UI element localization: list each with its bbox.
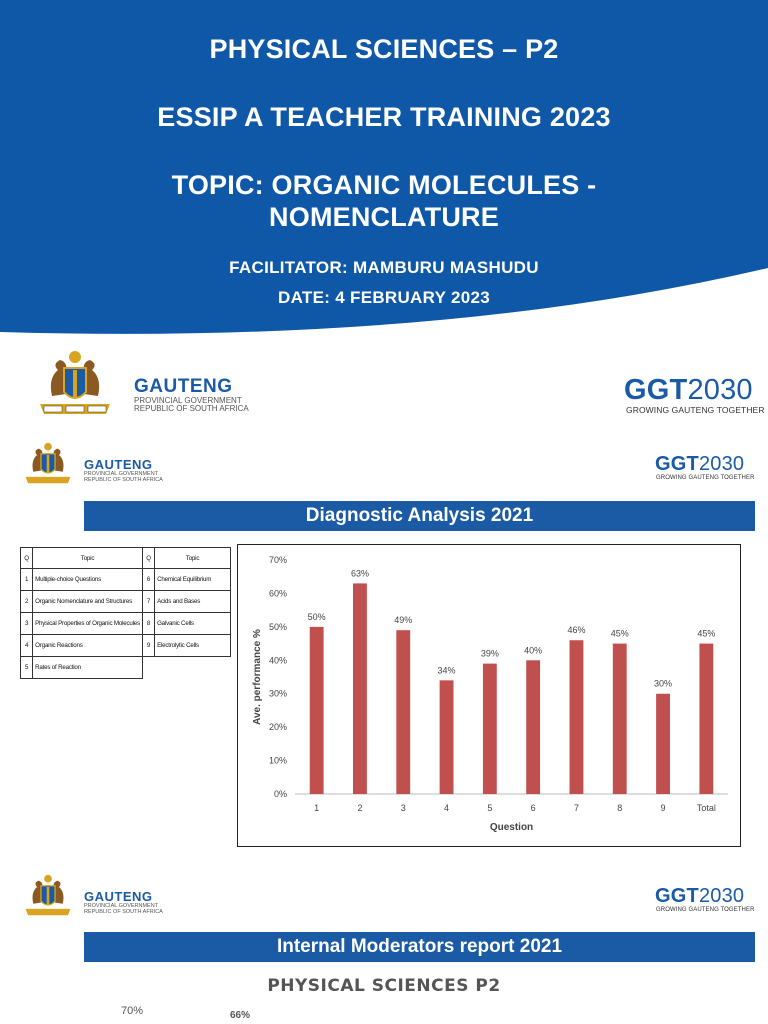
data-label: 49%: [394, 615, 413, 626]
table-cell-empty: [155, 657, 231, 679]
data-label: 40%: [524, 645, 543, 656]
x-tick-label: Total: [696, 803, 716, 813]
ggt-year: 2030: [698, 885, 745, 907]
table-cell: 4: [21, 635, 33, 657]
x-axis-title: Question: [489, 822, 534, 833]
gauteng-subtitle: [134, 397, 249, 414]
table-cell: Multiple-choice Questions: [33, 569, 143, 591]
table-cell: 3: [21, 613, 33, 635]
data-label: 50%: [307, 611, 326, 622]
ggt-tagline: GROWING GAUTENG TOGETHER: [656, 907, 755, 913]
x-tick-label: 6: [530, 803, 536, 813]
data-label: 39%: [480, 648, 499, 659]
ps-first-data-label: 66%: [230, 1010, 251, 1021]
y-tick-label: 50%: [268, 621, 287, 632]
table-header-row: [21, 548, 231, 569]
data-label: 46%: [567, 625, 586, 636]
y-axis-title: Ave. performance %: [252, 629, 263, 725]
col-header-q: Q: [21, 548, 33, 569]
y-tick-label: 30%: [268, 688, 287, 699]
table-cell: 1: [21, 569, 33, 591]
y-tick-label: 40%: [268, 655, 287, 666]
table-cell: Organic Nomenclature and Structures: [33, 591, 143, 613]
y-tick-label: 70%: [268, 555, 287, 565]
bar: [699, 644, 713, 794]
bar: [570, 640, 584, 794]
x-tick-label: 3: [400, 803, 406, 813]
moderators-report-banner: Internal Moderators report 2021: [84, 932, 755, 962]
data-label: 30%: [654, 678, 673, 689]
y-tick-label: 10%: [268, 755, 287, 766]
coat-of-arms-icon: [14, 440, 82, 488]
bar: [613, 644, 627, 794]
bar: [526, 660, 540, 794]
y-tick-label: 20%: [268, 722, 287, 733]
slide-title: PHYSICAL SCIENCES – P2: [209, 34, 559, 64]
ggt-prefix: GGT: [655, 453, 699, 475]
date-line: DATE: 4 FEBRUARY 2023: [278, 288, 490, 307]
table-cell: 8: [142, 613, 154, 635]
table-cell-empty: [142, 657, 154, 679]
table-cell: Galvanic Cells: [155, 613, 231, 635]
x-tick-label: 2: [357, 803, 363, 813]
gauteng-sub-line-2: REPUBLIC OF SOUTH AFRICA: [84, 476, 163, 483]
ggt2030-logo: [655, 885, 744, 908]
bar: [396, 630, 410, 794]
table-cell: Rates of Reaction: [33, 657, 143, 679]
x-tick-label: 7: [573, 803, 579, 813]
bar-chart-svg: [238, 545, 740, 846]
table-cell: Acids and Bases: [155, 591, 231, 613]
x-tick-label: 1: [314, 803, 320, 813]
ggt-year: 2030: [687, 374, 753, 406]
gauteng-sub-line-2: REPUBLIC OF SOUTH AFRICA: [134, 404, 249, 414]
x-tick-label: 4: [444, 803, 450, 813]
y-tick-label: 0%: [273, 789, 287, 799]
table-cell: Physical Properties of Organic Molecules: [33, 613, 143, 635]
bar: [483, 664, 497, 794]
coat-of-arms-icon: [22, 348, 128, 420]
bar: [310, 627, 324, 794]
table-cell: 7: [142, 591, 154, 613]
gauteng-sub-line-1: PROVINCIAL GOVERNMENT: [84, 903, 159, 909]
gauteng-wordmark: GAUTENG: [84, 457, 153, 472]
topic-line-1: TOPIC: ORGANIC MOLECULES -: [171, 170, 597, 200]
bar: [656, 694, 670, 794]
table-cell: Electrolytic Cells: [155, 635, 231, 657]
table-cell: Chemical Equilibrium: [155, 569, 231, 591]
coat-of-arms-icon: [14, 872, 82, 920]
col-header-q: Q: [142, 548, 154, 569]
diagnostic-analysis-banner: Diagnostic Analysis 2021: [84, 501, 755, 531]
gauteng-wordmark: GAUTENG: [134, 376, 233, 397]
ps-chart-title: PHYSICAL SCIENCES P2: [267, 976, 501, 996]
col-header-topic: Topic: [33, 548, 143, 569]
col-header-topic: Topic: [155, 548, 231, 569]
slide-subtitle: ESSIP A TEACHER TRAINING 2023: [157, 102, 611, 132]
ggt2030-logo: [624, 374, 753, 407]
table-cell: Organic Reactions: [33, 635, 143, 657]
ggt-tagline: GROWING GAUTENG TOGETHER: [656, 475, 755, 481]
table-cell: 2: [21, 591, 33, 613]
x-tick-label: 8: [617, 803, 623, 813]
ggt-year: 2030: [698, 453, 745, 475]
ps-axis-top-label: 70%: [121, 1005, 144, 1017]
topic-line-2: NOMENCLATURE: [269, 202, 499, 232]
table-row: [21, 591, 231, 613]
ggt-prefix: GGT: [624, 374, 688, 406]
gauteng-subtitle: [84, 904, 163, 916]
facilitator-line: FACILITATOR: MAMBURU MASHUDU: [229, 258, 539, 277]
x-tick-label: 5: [487, 803, 493, 813]
table-cell: 9: [142, 635, 154, 657]
table-row: [21, 569, 231, 591]
gauteng-sub-line-1: PROVINCIAL GOVERNMENT: [84, 471, 159, 477]
y-tick-label: 60%: [268, 588, 287, 599]
ggt2030-logo: [655, 453, 744, 476]
gauteng-subtitle: [84, 472, 163, 484]
table-cell: 6: [142, 569, 154, 591]
ggt-tagline: GROWING GAUTENG TOGETHER: [626, 405, 765, 415]
bar: [440, 680, 454, 794]
bar: [353, 583, 367, 794]
diagnostic-bar-chart: [237, 544, 741, 847]
gauteng-sub-line-2: REPUBLIC OF SOUTH AFRICA: [84, 908, 163, 915]
x-tick-label: 9: [660, 803, 666, 813]
data-label: 63%: [350, 568, 369, 579]
data-label: 45%: [610, 628, 629, 639]
table-row: [21, 635, 231, 657]
table-row: [21, 613, 231, 635]
data-label: 45%: [697, 628, 716, 639]
table-cell: 5: [21, 657, 33, 679]
topics-table: [20, 547, 231, 679]
table-row: [21, 657, 231, 679]
ggt-prefix: GGT: [655, 885, 699, 907]
data-label: 34%: [437, 665, 456, 676]
gauteng-sub-line-1: PROVINCIAL GOVERNMENT: [134, 396, 242, 405]
gauteng-wordmark: GAUTENG: [84, 889, 153, 904]
